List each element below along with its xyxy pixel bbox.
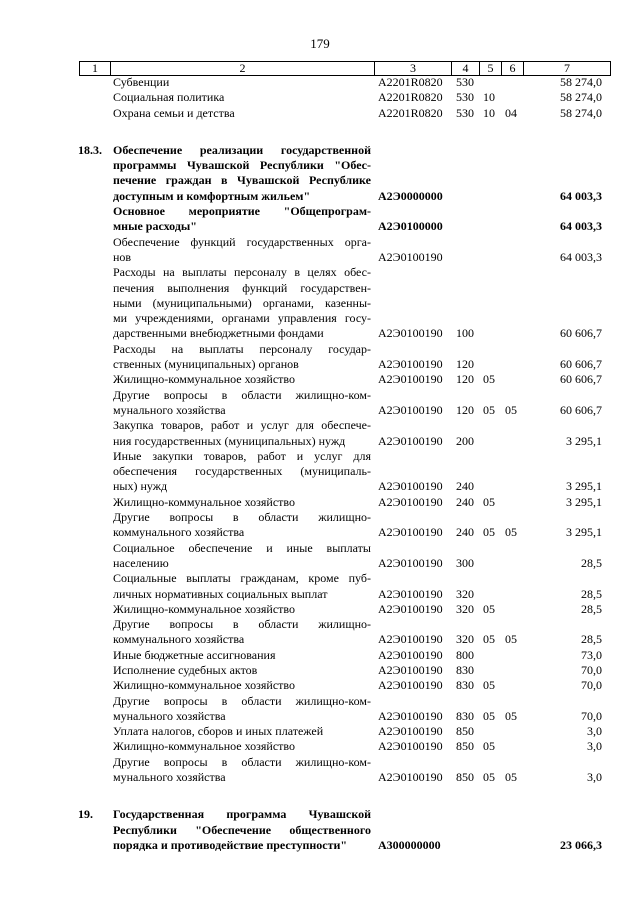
table-row xyxy=(0,724,640,739)
description-line: населению xyxy=(113,555,169,570)
amount: 3,0 xyxy=(587,739,602,754)
target-article-code: А2Э0100190 xyxy=(378,708,443,723)
expense-type-code: 320 xyxy=(456,632,474,647)
description-line: порядка и противодействие преступности" xyxy=(113,837,348,852)
description-line: ния государственных (муниципальных) нужд xyxy=(113,433,346,448)
column-number-6: 6 xyxy=(502,62,524,76)
expense-type-code: 320 xyxy=(456,601,474,616)
expense-type-code: 530 xyxy=(456,90,474,105)
description-line: Социальная политика xyxy=(113,90,225,105)
table-row xyxy=(0,602,640,617)
description-line: Охрана семьи и детства xyxy=(113,105,235,120)
table-row xyxy=(0,510,640,541)
section-code: 05 xyxy=(483,402,495,417)
target-article-code: А2Э0100000 xyxy=(378,219,443,234)
target-article-code: А2Э0100190 xyxy=(378,678,443,693)
table-row xyxy=(0,388,640,419)
expense-type-code: 830 xyxy=(456,662,474,677)
table-row xyxy=(0,143,640,204)
target-article-code: А2Э0100190 xyxy=(378,601,443,616)
section-code: 05 xyxy=(483,632,495,647)
table-row xyxy=(0,449,640,495)
expense-type-code: 530 xyxy=(456,105,474,120)
description-line: Другие вопросы в области жилищно-ком- xyxy=(113,693,371,708)
amount: 58 274,0 xyxy=(560,75,602,89)
amount: 60 606,7 xyxy=(560,357,602,372)
amount: 64 003,3 xyxy=(560,249,602,264)
column-number-2: 2 xyxy=(111,62,375,76)
expense-type-code: 850 xyxy=(456,724,474,739)
table-row xyxy=(0,265,640,341)
description-line: ными (муниципальными) органами, казенны- xyxy=(113,295,371,310)
budget-table-body xyxy=(0,75,640,853)
description-line: коммунального хозяйства xyxy=(113,525,245,540)
description-line: Другие вопросы в области жилищно-ком- xyxy=(113,387,371,402)
subsection-code: 05 xyxy=(505,402,517,417)
target-article-code: А2Э0100190 xyxy=(378,586,443,601)
target-article-code: А2Э0000000 xyxy=(378,188,443,203)
expense-type-code: 850 xyxy=(456,770,474,785)
expense-type-code: 530 xyxy=(456,75,474,89)
table-row xyxy=(0,204,640,235)
description-line: Жилищно-коммунальное хозяйство xyxy=(113,372,296,387)
column-number-4: 4 xyxy=(452,62,480,76)
amount: 60 606,7 xyxy=(560,372,602,387)
section-code: 05 xyxy=(483,739,495,754)
amount: 28,5 xyxy=(581,632,602,647)
description-line: обеспечения государственных (муниципаль- xyxy=(113,464,371,479)
description-line: Иные закупки товаров, работ и услуг для xyxy=(113,448,371,463)
description-line: личных нормативных социальных выплат xyxy=(113,586,328,601)
amount: 73,0 xyxy=(581,647,602,662)
amount: 28,5 xyxy=(581,601,602,616)
amount: 3,0 xyxy=(587,770,602,785)
subsection-code: 04 xyxy=(505,105,517,120)
table-row xyxy=(0,571,640,602)
expense-type-code: 120 xyxy=(456,357,474,372)
expense-type-code: 320 xyxy=(456,586,474,601)
expense-type-code: 240 xyxy=(456,479,474,494)
target-article-code: А2Э0100190 xyxy=(378,402,443,417)
target-article-code: А2Э0100190 xyxy=(378,525,443,540)
amount: 3,0 xyxy=(587,724,602,739)
description-line: Расходы на выплаты персоналу государ- xyxy=(113,341,371,356)
target-article-code: А2201R0820 xyxy=(378,90,443,105)
expense-type-code: 830 xyxy=(456,678,474,693)
column-number-3: 3 xyxy=(375,62,452,76)
section-code: 05 xyxy=(483,601,495,616)
amount: 70,0 xyxy=(581,678,602,693)
section-code: 10 xyxy=(483,105,495,120)
table-row xyxy=(0,75,640,90)
column-header-table xyxy=(79,61,611,76)
description-line: Обеспечение реализации государственной xyxy=(113,142,371,157)
description-line: дарственными внебюджетными фондами xyxy=(113,326,324,341)
description-line: Социальное обеспечение и иные выплаты xyxy=(113,540,371,555)
table-row xyxy=(0,372,640,387)
target-article-code: А2Э0100190 xyxy=(378,770,443,785)
description-line: Другие вопросы в области жилищно-ком- xyxy=(113,754,371,769)
target-article-code: А2Э0100190 xyxy=(378,357,443,372)
section-code: 05 xyxy=(483,770,495,785)
target-article-code: А2Э0100190 xyxy=(378,662,443,677)
amount: 64 003,3 xyxy=(560,188,602,203)
expense-type-code: 120 xyxy=(456,372,474,387)
amount: 23 066,3 xyxy=(560,837,602,852)
column-number-5: 5 xyxy=(480,62,502,76)
description-line: коммунального хозяйства xyxy=(113,632,245,647)
amount: 60 606,7 xyxy=(560,326,602,341)
table-row xyxy=(0,495,640,510)
description-line: ных) нужд xyxy=(113,479,168,494)
description-line: Другие вопросы в области жилищно- xyxy=(113,617,371,632)
target-article-code: А2Э0100190 xyxy=(378,724,443,739)
target-article-code: А2201R0820 xyxy=(378,105,443,120)
expense-type-code: 200 xyxy=(456,433,474,448)
section-code: 05 xyxy=(483,525,495,540)
expense-type-code: 240 xyxy=(456,494,474,509)
target-article-code: А2Э0100190 xyxy=(378,632,443,647)
description-line: Иные бюджетные ассигнования xyxy=(113,647,276,662)
amount: 3 295,1 xyxy=(566,433,602,448)
description-line: Обеспечение функций государственных орга- xyxy=(113,234,371,249)
subsection-code: 05 xyxy=(505,632,517,647)
amount: 28,5 xyxy=(581,555,602,570)
table-row xyxy=(0,648,640,663)
target-article-code: А2Э0100190 xyxy=(378,494,443,509)
target-article-code: А2201R0820 xyxy=(378,75,443,89)
table-row xyxy=(0,755,640,786)
description-line: мунального хозяйства xyxy=(113,770,226,785)
target-article-code: А2Э0100190 xyxy=(378,326,443,341)
amount: 3 295,1 xyxy=(566,479,602,494)
expense-type-code: 850 xyxy=(456,739,474,754)
description-line: Уплата налогов, сборов и иных платежей xyxy=(113,724,324,739)
description-line: Исполнение судебных актов xyxy=(113,662,258,677)
expense-type-code: 830 xyxy=(456,708,474,723)
description-line: доступным и комфортным жильем" xyxy=(113,188,311,203)
amount: 64 003,3 xyxy=(560,219,602,234)
amount: 3 295,1 xyxy=(566,525,602,540)
target-article-code: А2Э0100190 xyxy=(378,647,443,662)
section-number: 19. xyxy=(78,807,93,822)
description-line: Жилищно-коммунальное хозяйство xyxy=(113,739,296,754)
description-line: Расходы на выплаты персоналу в целях обес- xyxy=(113,265,371,280)
target-article-code: А2Э0100190 xyxy=(378,555,443,570)
section-code: 05 xyxy=(483,372,495,387)
expense-type-code: 300 xyxy=(456,555,474,570)
section-code: 05 xyxy=(483,678,495,693)
description-line: ственных (муниципальных) органов xyxy=(113,357,299,372)
expense-type-code: 800 xyxy=(456,647,474,662)
table-row xyxy=(0,617,640,648)
subsection-code: 05 xyxy=(505,525,517,540)
target-article-code: А2Э0100190 xyxy=(378,479,443,494)
table-row xyxy=(0,807,640,853)
expense-type-code: 100 xyxy=(456,326,474,341)
description-line: печения выполнения функций государствен- xyxy=(113,280,371,295)
description-line: Республики "Обеспечение общественного xyxy=(113,822,371,837)
subsection-code: 05 xyxy=(505,770,517,785)
target-article-code: А2Э0100190 xyxy=(378,739,443,754)
description-line: Основное мероприятие "Общепрограм- xyxy=(113,204,371,219)
description-line: Государственная программа Чувашской xyxy=(113,807,371,822)
subsection-code: 05 xyxy=(505,708,517,723)
description-line: Жилищно-коммунальное хозяйство xyxy=(113,601,296,616)
description-line: ми учреждениями, органами управления госу- xyxy=(113,311,371,326)
description-line: Социальные выплаты гражданам, кроме пуб- xyxy=(113,571,371,586)
description-line: Жилищно-коммунальное хозяйство xyxy=(113,494,296,509)
section-number: 18.3. xyxy=(78,142,102,157)
table-row xyxy=(0,694,640,725)
table-row xyxy=(0,678,640,693)
description-line: мные расходы" xyxy=(113,219,197,234)
table-row xyxy=(0,663,640,678)
description-line: Субвенции xyxy=(113,75,170,89)
table-row xyxy=(0,739,640,754)
description-line: программы Чувашской Республики "Обес- xyxy=(113,158,371,173)
amount: 70,0 xyxy=(581,708,602,723)
expense-type-code: 120 xyxy=(456,402,474,417)
description-line: нов xyxy=(113,249,132,264)
section-code: 10 xyxy=(483,90,495,105)
amount: 58 274,0 xyxy=(560,105,602,120)
description-line: Закупка товаров, работ и услуг для обеспече- xyxy=(113,418,371,433)
amount: 28,5 xyxy=(581,586,602,601)
table-row xyxy=(0,106,640,121)
table-row xyxy=(0,90,640,105)
description-line: мунального хозяйства xyxy=(113,402,226,417)
section-code: 05 xyxy=(483,494,495,509)
description-line: Другие вопросы в области жилищно- xyxy=(113,510,371,525)
amount: 3 295,1 xyxy=(566,494,602,509)
target-article-code: А2Э0100190 xyxy=(378,249,443,264)
column-number-1: 1 xyxy=(80,62,111,76)
table-row xyxy=(0,541,640,572)
amount: 60 606,7 xyxy=(560,402,602,417)
description-line: Жилищно-коммунальное хозяйство xyxy=(113,678,296,693)
table-row xyxy=(0,342,640,373)
description-line: печение граждан в Чувашской Республике xyxy=(113,173,371,188)
table-row xyxy=(0,235,640,266)
description-line: мунального хозяйства xyxy=(113,708,226,723)
amount: 58 274,0 xyxy=(560,90,602,105)
amount: 70,0 xyxy=(581,662,602,677)
section-code: 05 xyxy=(483,708,495,723)
target-article-code: А2Э0100190 xyxy=(378,433,443,448)
column-number-7: 7 xyxy=(524,62,611,76)
target-article-code: А300000000 xyxy=(378,837,441,852)
page-number: 179 xyxy=(310,36,330,51)
expense-type-code: 240 xyxy=(456,525,474,540)
table-row xyxy=(0,418,640,449)
target-article-code: А2Э0100190 xyxy=(378,372,443,387)
